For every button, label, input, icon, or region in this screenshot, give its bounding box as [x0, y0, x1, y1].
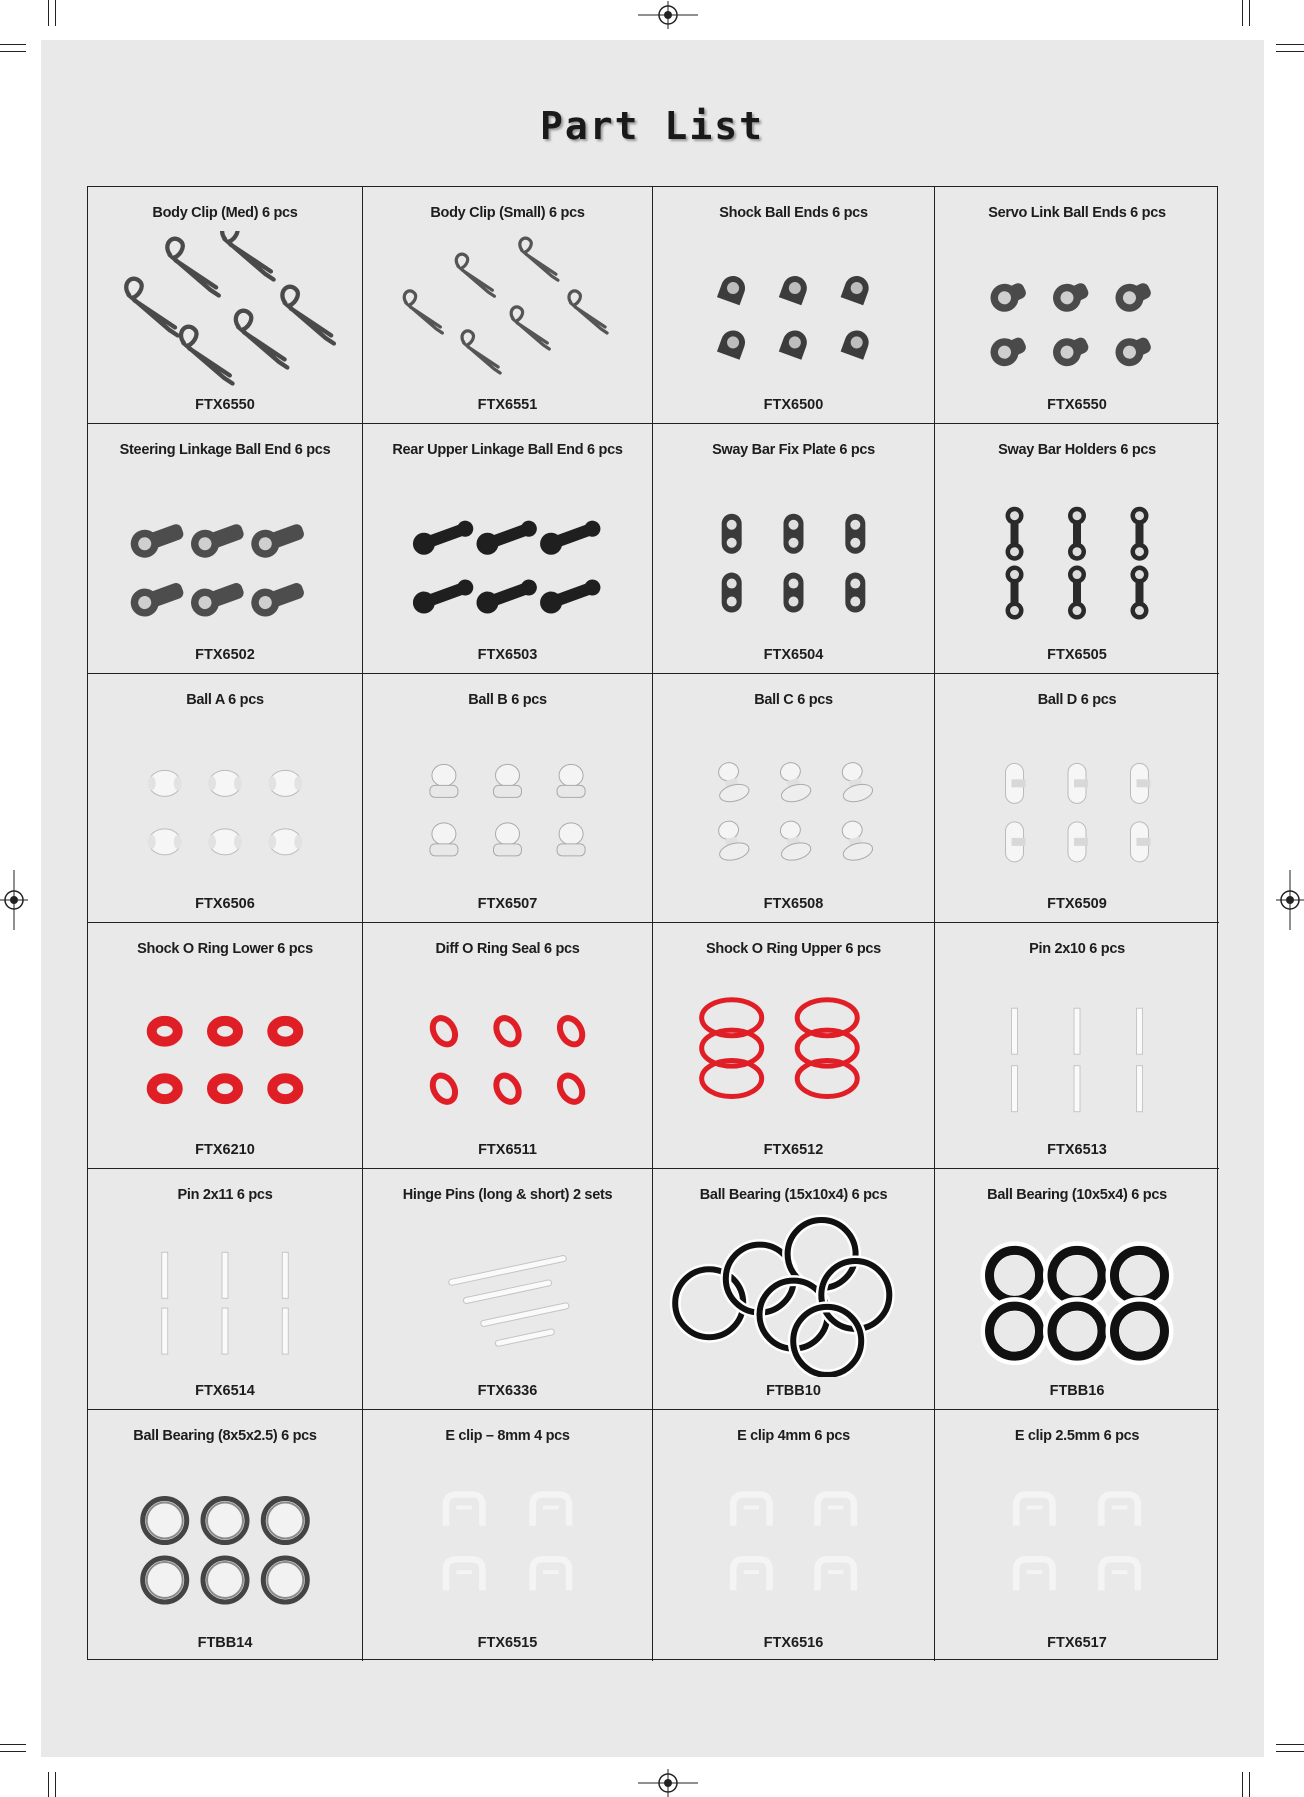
part-code: FTX6508 — [763, 896, 824, 912]
part-name: Sway Bar Holders 6 pcs — [998, 442, 1156, 458]
part-code: FTX6516 — [763, 1635, 824, 1651]
crop-mark — [48, 0, 49, 26]
part-cell — [935, 1169, 1219, 1410]
registration-mark-icon — [638, 1, 698, 29]
e-clip-icon — [653, 1454, 934, 1629]
part-code: FTX6517 — [1047, 1635, 1107, 1651]
ball-b-icon — [363, 718, 652, 890]
part-name: Ball A 6 pcs — [186, 692, 264, 708]
ball-d-icon — [935, 718, 1219, 890]
part-name: Ball Bearing (15x10x4) 6 pcs — [699, 1187, 888, 1203]
crop-mark — [1276, 1751, 1304, 1752]
crop-mark — [1249, 1772, 1250, 1797]
shock-ball-end-icon — [653, 231, 934, 391]
crop-mark — [1242, 1772, 1243, 1797]
red-o-ring-small-icon — [363, 967, 652, 1136]
part-code: FTX6504 — [763, 647, 824, 663]
part-cell — [88, 923, 363, 1169]
part-code: FTX6507 — [477, 896, 538, 912]
part-name: Pin 2x11 6 pcs — [177, 1187, 273, 1203]
part-code: FTX6550 — [195, 397, 255, 413]
crop-mark — [0, 1751, 26, 1752]
servo-link-ball-end-icon — [935, 231, 1219, 391]
part-name: Shock Ball Ends 6 pcs — [719, 205, 868, 221]
part-code: FTX6551 — [477, 397, 538, 413]
sway-bar-plate-icon — [653, 468, 934, 641]
crop-mark — [0, 44, 26, 45]
registration-mark-icon — [1276, 870, 1304, 930]
sway-bar-holder-icon — [935, 468, 1219, 641]
part-cell — [653, 187, 935, 424]
part-cell — [88, 424, 363, 674]
part-cell — [935, 674, 1219, 923]
part-name: Servo Link Ball Ends 6 pcs — [988, 205, 1166, 221]
part-code: FTX6515 — [477, 1635, 538, 1651]
part-name: Shock O Ring Upper 6 pcs — [706, 941, 881, 957]
part-cell — [363, 674, 653, 923]
hinge-pin-icon — [363, 1213, 652, 1377]
part-code: FTX6512 — [763, 1142, 824, 1158]
part-name: Ball B 6 pcs — [468, 692, 547, 708]
part-cell — [363, 923, 653, 1169]
steering-ball-end-icon — [88, 468, 362, 641]
body-clip-med-icon — [88, 231, 362, 391]
parts-grid — [87, 186, 1218, 1660]
part-code: FTX6505 — [1047, 647, 1107, 663]
part-cell — [88, 1410, 363, 1661]
page-title: Part List — [540, 104, 764, 148]
part-code: FTX6210 — [195, 1142, 255, 1158]
red-o-ring-thick-icon — [88, 967, 362, 1136]
part-code: FTX6500 — [763, 397, 824, 413]
part-cell — [363, 424, 653, 674]
part-cell — [653, 424, 935, 674]
part-name: Sway Bar Fix Plate 6 pcs — [712, 442, 875, 458]
part-code: FTBB10 — [766, 1383, 821, 1399]
part-code: FTX6514 — [195, 1383, 255, 1399]
crop-mark — [1276, 44, 1304, 45]
part-name: Ball Bearing (8x5x2.5) 6 pcs — [133, 1428, 317, 1444]
body-clip-small-icon — [363, 231, 652, 391]
part-name: Body Clip (Med) 6 pcs — [152, 205, 298, 221]
pin-icon — [935, 967, 1219, 1136]
crop-mark — [1242, 0, 1243, 26]
crop-mark — [48, 1772, 49, 1797]
part-code: FTX6509 — [1047, 896, 1107, 912]
part-code: FTX6513 — [1047, 1142, 1107, 1158]
part-name: Body Clip (Small) 6 pcs — [430, 205, 585, 221]
part-cell — [935, 1410, 1219, 1661]
part-code: FTX6503 — [477, 647, 538, 663]
e-clip-icon — [363, 1454, 652, 1629]
bearing-large-icon — [653, 1213, 934, 1377]
part-cell — [935, 424, 1219, 674]
crop-mark — [55, 0, 56, 26]
part-name: Ball Bearing (10x5x4) 6 pcs — [987, 1187, 1167, 1203]
crop-mark — [0, 1744, 26, 1745]
part-name: Steering Linkage Ball End 6 pcs — [119, 442, 331, 458]
red-o-ring-large-icon — [653, 967, 934, 1136]
part-code: FTX6502 — [195, 647, 255, 663]
part-code: FTX6550 — [1047, 397, 1107, 413]
part-code: FTX6511 — [478, 1142, 537, 1158]
part-name: E clip – 8mm 4 pcs — [445, 1428, 570, 1444]
part-name: E clip 4mm 6 pcs — [737, 1428, 850, 1444]
ball-c-icon — [653, 718, 934, 890]
part-cell — [653, 674, 935, 923]
part-name: Shock O Ring Lower 6 pcs — [137, 941, 313, 957]
part-cell — [935, 187, 1219, 424]
bearing-black-icon — [935, 1213, 1219, 1377]
e-clip-icon — [935, 1454, 1219, 1629]
part-name: Ball C 6 pcs — [754, 692, 833, 708]
part-name: Hinge Pins (long & short) 2 sets — [402, 1187, 613, 1203]
part-cell — [88, 674, 363, 923]
part-cell — [363, 1410, 653, 1661]
pin-icon — [88, 1213, 362, 1377]
rear-upper-ball-end-icon — [363, 468, 652, 641]
crop-mark — [1249, 0, 1250, 26]
part-cell — [653, 923, 935, 1169]
part-name: Diff O Ring Seal 6 pcs — [435, 941, 580, 957]
part-code: FTBB14 — [197, 1635, 253, 1651]
part-name: Rear Upper Linkage Ball End 6 pcs — [392, 442, 623, 458]
part-name: Pin 2x10 6 pcs — [1029, 941, 1125, 957]
part-cell — [88, 187, 363, 424]
registration-mark-icon — [638, 1769, 698, 1797]
part-name: E clip 2.5mm 6 pcs — [1014, 1428, 1140, 1444]
part-cell — [653, 1169, 935, 1410]
part-cell — [88, 1169, 363, 1410]
ball-a-icon — [88, 718, 362, 890]
part-cell — [653, 1410, 935, 1661]
part-cell — [363, 187, 653, 424]
bearing-grey-icon — [88, 1454, 362, 1629]
part-cell — [363, 1169, 653, 1410]
part-code: FTX6336 — [477, 1383, 538, 1399]
part-code: FTX6506 — [195, 896, 255, 912]
crop-mark — [0, 51, 26, 52]
part-name: Ball D 6 pcs — [1037, 692, 1117, 708]
crop-mark — [1276, 1744, 1304, 1745]
registration-mark-icon — [0, 870, 28, 930]
part-code: FTBB16 — [1049, 1383, 1105, 1399]
part-cell — [935, 923, 1219, 1169]
crop-mark — [55, 1772, 56, 1797]
crop-mark — [1276, 51, 1304, 52]
